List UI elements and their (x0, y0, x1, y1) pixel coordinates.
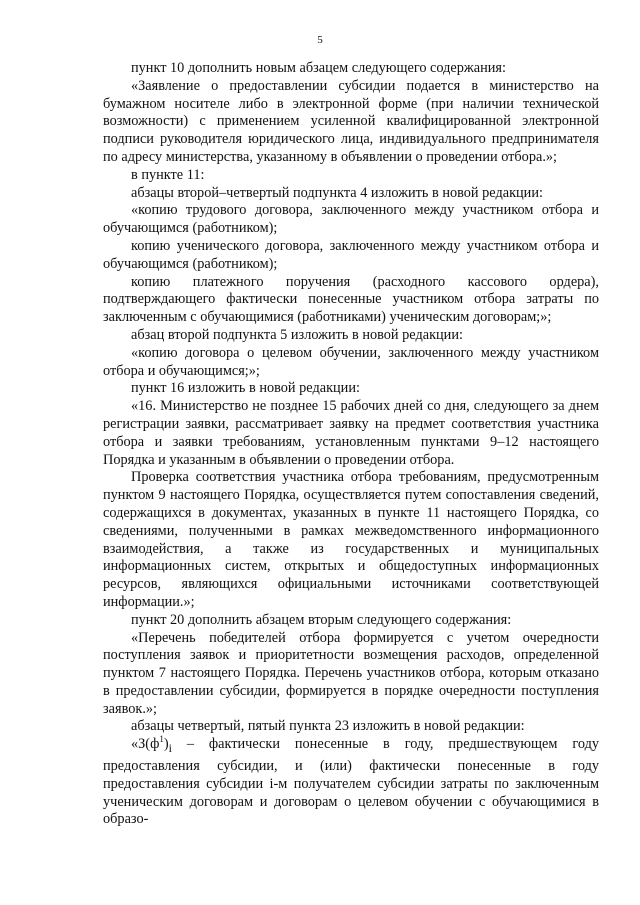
paragraph: абзац второй подпункта 5 изложить в новой редакции: (131, 326, 463, 343)
paragraph: «копию трудового договора, заключенного между участником отбора и обучающимся (работником); (103, 202, 599, 237)
paragraph: копию платежного поручения (расходного кассового ордера), подтверждающего фактически понесенные участником отбора затраты по заключенным с обучающимися (работниками) ученическим договорам;»; (103, 273, 599, 326)
paragraph: абзацы второй–четвертый подпункта 4 изложить в новой редакции: (131, 184, 543, 201)
paragraph: абзацы четвертый, пятый пункта 23 изложить в новой редакции: (131, 718, 525, 735)
formula-prefix: «З(ф (131, 736, 160, 753)
paragraph: пункт 16 изложить в новой редакции: (131, 380, 360, 397)
paragraph: Проверка соответствия участника отбора требованиям, предусмотренным пунктом 9 настоящего Порядка, осуществляется путем сопоставления сведений, содержащихся в документах, указанных в пункте 11 настоящего Порядка, со сведениями, полученными в рамках межведомственного информационного взаимодействия, а также из государственных и муниципальных информационных систем, открытых и общедоступных информационных ресурсов, являющихся официальными источниками соответствующей информации.»; (103, 469, 599, 610)
paragraph: в пункте 11: (131, 166, 205, 183)
document-body (103, 60, 599, 829)
paragraph: копию ученического договора, заключенного между участником отбора и обучающимся (работником); (103, 237, 599, 272)
formula-superscript: 1 (159, 734, 164, 745)
paragraph: пункт 10 дополнить новым абзацем следующего содержания: (131, 60, 506, 76)
formula-text: – фактически понесенные в году, предшествующем году предоставления субсидии, и (или) фактически понесенные в году предоставления субсидии i-м получателем субсидии затраты по заключенным ученическим договорам и договорам о целевом обучении с обучающимися в образо- (103, 736, 599, 828)
formula-index: i (168, 741, 172, 756)
paragraph: «Заявление о предоставлении субсидии подается в министерство на бумажном носителе либо в электронной форме (при наличии технической возможности) с применением усиленной квалифицированной электронной подписи руководителя юридического лица, индивидуального предпринимателя по адресу министерства, указанному в объявлении о проведении отбора.»; (103, 77, 599, 165)
paragraph: пункт 20 дополнить абзацем вторым следующего содержания: (131, 611, 512, 628)
formula-suffix: ) (163, 736, 169, 753)
paragraph: «копию договора о целевом обучении, заключенного между участником отбора и обучающимся;»; (103, 344, 599, 379)
formula-paragraph (103, 736, 599, 829)
paragraph: «16. Министерство не позднее 15 рабочих дней со дня, следующего за днем регистрации заявки, рассматривает заявку на предмет соответствия участника отбора и заявки требованиям, установленным пунктами 9–12 настоящего Порядка и указанным в объявлении о проведении отбора. (103, 398, 599, 468)
page-number: 5 (317, 34, 323, 46)
paragraph: «Перечень победителей отбора формируется с учетом очередности поступления заявок и приоритетности возмещения расходов, определенной пунктом 7 настоящего Порядка. Перечень участников отбора, которым отказано в предоставлении субсидии, формируется в порядке очередности поступления заявок.»; (103, 629, 599, 717)
